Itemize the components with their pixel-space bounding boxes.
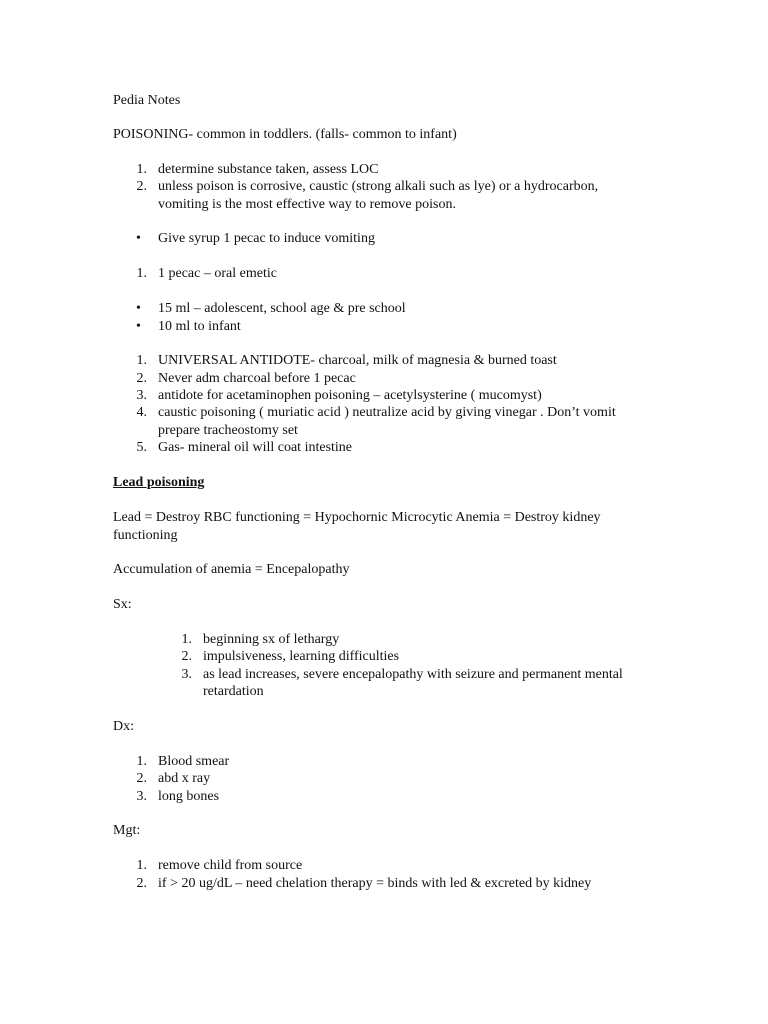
- list-item: remove child from source: [158, 858, 303, 873]
- lead-heading: Lead poisoning: [113, 475, 205, 490]
- sx-label: Sx:: [113, 597, 132, 612]
- list-item: Never adm charcoal before 1 pecac: [158, 371, 356, 386]
- list-item: caustic poisoning ( muriatic acid ) neutralize acid by giving vinegar . Don’t vomit: [158, 405, 616, 420]
- list-item-continuation: prepare tracheostomy set: [158, 423, 298, 438]
- lead-paragraph: Lead = Destroy RBC functioning = Hypochornic Microcytic Anemia = Destroy kidney: [113, 510, 601, 525]
- dx-label: Dx:: [113, 719, 134, 734]
- list-marker: 1.: [136, 754, 147, 769]
- list-marker: 2.: [136, 771, 147, 786]
- list-marker: 3.: [181, 667, 192, 682]
- bullet-item: 10 ml to infant: [158, 319, 241, 334]
- bullet-icon: •: [136, 231, 141, 246]
- mgt-label: Mgt:: [113, 823, 141, 838]
- list-marker: 1.: [181, 632, 192, 647]
- list-marker: 5.: [136, 440, 147, 455]
- list-item: 1 pecac – oral emetic: [158, 266, 277, 281]
- list-item: as lead increases, severe encepalopathy with seizure and permanent mental: [203, 667, 623, 682]
- bullet-item: Give syrup 1 pecac to induce vomiting: [158, 231, 375, 246]
- bullet-item: 15 ml – adolescent, school age & pre school: [158, 301, 406, 316]
- list-marker: 1.: [136, 353, 147, 368]
- list-item-continuation: retardation: [203, 684, 264, 699]
- list-marker: 2.: [181, 649, 192, 664]
- list-item: impulsiveness, learning difficulties: [203, 649, 400, 664]
- list-item: Blood smear: [158, 754, 230, 769]
- list-marker: 1.: [136, 162, 147, 177]
- list-item: Gas- mineral oil will coat intestine: [158, 440, 353, 455]
- document-title: Pedia Notes: [113, 93, 181, 108]
- lead-paragraph-continuation: functioning: [113, 528, 178, 543]
- list-item: unless poison is corrosive, caustic (strong alkali such as lye) or a hydrocarbon,: [158, 179, 599, 194]
- list-marker: 1.: [136, 858, 147, 873]
- list-marker: 2.: [136, 179, 147, 194]
- bullet-icon: •: [136, 319, 141, 334]
- list-item: beginning sx of lethargy: [203, 632, 340, 647]
- list-item: long bones: [158, 789, 220, 804]
- list-item: determine substance taken, assess LOC: [158, 162, 379, 177]
- list-item: UNIVERSAL ANTIDOTE- charcoal, milk of magnesia & burned toast: [158, 353, 557, 368]
- list-item: if > 20 ug/dL – need chelation therapy = binds with led & excreted by kidney: [158, 876, 592, 891]
- list-item: abd x ray: [158, 771, 211, 786]
- list-item: antidote for acetaminophen poisoning – acetylsysterine ( mucomyst): [158, 388, 542, 403]
- list-marker: 2.: [136, 371, 147, 386]
- bullet-icon: •: [136, 301, 141, 316]
- list-item-continuation: vomiting is the most effective way to remove poison.: [158, 197, 456, 212]
- anemia-paragraph: Accumulation of anemia = Encepalopathy: [113, 562, 350, 577]
- list-marker: 2.: [136, 876, 147, 891]
- list-marker: 3.: [136, 388, 147, 403]
- list-marker: 1.: [136, 266, 147, 281]
- poisoning-intro: POISONING- common in toddlers. (falls- common to infant): [113, 127, 457, 142]
- list-marker: 3.: [136, 789, 147, 804]
- list-marker: 4.: [136, 405, 147, 420]
